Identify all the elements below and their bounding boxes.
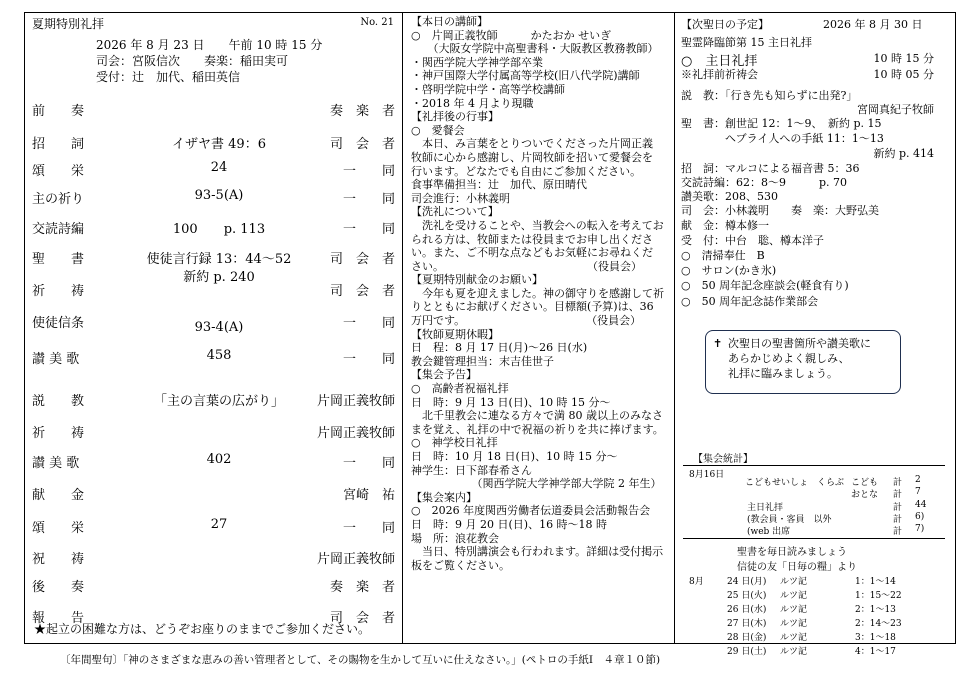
- divider: [683, 465, 945, 466]
- announcement-line: られる方は、牧師または役員までお申し出くださ: [411, 232, 653, 246]
- announcement-line: ・啓明学院中学・高等学校講師: [411, 82, 565, 96]
- order-item-content: 402: [206, 452, 232, 467]
- next-sunday-line: 讃美歌：208、530: [681, 190, 778, 203]
- announcement-line: 場 所：浪花教会: [411, 531, 499, 545]
- next-sunday-line: 招 詞：マルコによる福音書 5：36: [681, 162, 860, 175]
- announcement-line: 【集会予告】: [411, 368, 477, 382]
- attendance-date: 8月16日: [689, 470, 725, 480]
- announcement-line: 司会進行：小林義明: [411, 191, 510, 205]
- attendance-label: (web 出席: [747, 527, 791, 537]
- order-item: [24, 280, 403, 302]
- order-item: [24, 390, 403, 412]
- attendance-val: 7: [915, 487, 921, 497]
- announcement-line: 神学生：日下部春希さん: [411, 463, 532, 477]
- order-item-name: 讃 美 歌: [32, 352, 80, 367]
- announcement-line: い。また、ご不明な点などもお気軽にお尋ねくだ: [411, 246, 653, 260]
- reading-month: 8月: [689, 577, 704, 587]
- attendance-kei: 計: [893, 490, 903, 500]
- order-item-leader: 一 同: [342, 521, 395, 536]
- attendance-label: (教会員・客員 以外: [747, 515, 832, 525]
- order-item: [24, 312, 403, 334]
- order-item-name: 説 教: [32, 394, 85, 409]
- reading-date: 25 日(火): [727, 591, 767, 601]
- order-of-service-column: [24, 12, 403, 644]
- next-sunday-line: 聖 書：創世記 12：1～9、 新約 p. 15: [681, 117, 882, 130]
- attendance-val: 7): [915, 524, 925, 534]
- announcements-text: [411, 15, 673, 572]
- service-title: 夏期特別礼拝: [32, 17, 105, 31]
- reading-book: ルツ記: [780, 605, 808, 615]
- order-item-name: 主の祈り: [32, 192, 85, 207]
- order-item: [24, 133, 403, 155]
- issue-number: No. 21: [360, 17, 394, 28]
- reading-date: 26 日(水): [727, 605, 767, 615]
- announcement-line: まを覚え、礼拝の中で祝福の祈りを共に捧げます。: [411, 422, 664, 436]
- announcement-line: 【牧師夏期休暇】: [411, 327, 499, 341]
- order-item-content: 27: [210, 517, 228, 532]
- next-sunday-value: 新約 p. 414: [873, 147, 934, 160]
- attendance-kei: 計: [893, 478, 903, 488]
- announcement-line: ・関西学院大学神学部卒業: [411, 55, 543, 69]
- divider: [683, 538, 945, 539]
- next-sunday-line: ○ サロン(かき氷): [681, 264, 777, 277]
- order-item-leader: 奏 楽 者: [329, 580, 395, 595]
- announcement-line: さい。 （役員会）: [411, 259, 642, 273]
- order-item-name: 招 詞: [32, 137, 85, 152]
- order-item-content: 458: [206, 348, 232, 363]
- next-sunday-line: ○ 50 周年記念座談会(軽食有り): [681, 279, 849, 292]
- order-item-name: 聖 書: [32, 252, 85, 267]
- order-item: [24, 218, 403, 240]
- next-sunday-line: 聖霊降臨節第 15 主日礼拝: [681, 36, 812, 49]
- order-item: [24, 548, 403, 570]
- announcement-line: 【本日の講師】: [411, 15, 488, 28]
- reading-book: ルツ記: [780, 577, 808, 587]
- reading-book: ルツ記: [780, 633, 808, 643]
- order-item: [24, 160, 403, 182]
- announcement-line: 本日、み言葉をとりついでくださった片岡正義: [411, 137, 653, 151]
- attendance-kei: 計: [893, 527, 903, 537]
- order-item-leader: 司 会 者: [329, 611, 395, 626]
- announcement-line: ○ 片岡正義牧師 かたおか せいぎ: [411, 28, 612, 42]
- reading-verses: 3：1～18: [855, 633, 896, 643]
- order-item-content: 93-5(A): [194, 188, 244, 203]
- order-item-name: 献 金: [32, 488, 85, 503]
- service-date: 2026 年 8 月 23 日 午前 10 時 15 分: [96, 38, 323, 52]
- next-sunday-value: 宮岡真紀子牧師: [857, 103, 934, 116]
- order-item: [24, 517, 403, 539]
- announcement-line: 【礼拝後の行事】: [411, 110, 499, 124]
- reading-verses: 2：1～13: [855, 605, 896, 615]
- reading-date: 29 日(土): [727, 647, 767, 657]
- service-host: 司会：宮阪信次 奏楽：稲田実可: [96, 54, 289, 68]
- attendance-val: 6): [915, 512, 925, 522]
- next-sunday-line: ※礼拝前祈祷会: [681, 68, 758, 81]
- order-item-leader: 司 会 者: [329, 252, 395, 267]
- announcement-line: （関西学院大学神学部大学院 2 年生）: [411, 477, 662, 491]
- next-sunday-line: 説 教：「行き先も知らずに出発?」: [681, 89, 858, 102]
- announcement-line: ○ 愛餐会: [411, 123, 465, 137]
- order-item-content: 24: [210, 160, 228, 175]
- announcement-line: 当日、特別講演会も行われます。詳細は受付掲示: [411, 545, 664, 559]
- order-item-name: 頌 栄: [32, 521, 85, 536]
- attendance-label: 主日礼拝: [747, 503, 784, 513]
- announcement-line: ○ 神学校日礼拝: [411, 436, 498, 450]
- order-item-leader: 一 同: [342, 164, 395, 179]
- announcement-line: 日 時：9 月 13 日(日)、10 時 15 分～: [411, 395, 611, 409]
- reading-subheading: 信徒の友「日毎の糧」より: [737, 562, 857, 573]
- order-item: [24, 576, 403, 598]
- attendance-val: 44: [915, 500, 927, 510]
- announcement-line: 【夏期特別献金のお願い】: [411, 273, 543, 287]
- order-item-leader: 一 同: [342, 192, 395, 207]
- order-item-leader: 片岡正義牧師: [316, 426, 395, 441]
- announcements-column: [403, 12, 675, 644]
- order-item-leader: 奏 楽 者: [329, 104, 395, 119]
- reading-book: ルツ記: [780, 591, 808, 601]
- attendance-label: こどもせいしょ くらぶ: [745, 478, 845, 488]
- order-item: [24, 188, 403, 210]
- announcement-line: 牧師に心から感謝し、片岡牧師を招いて愛餐会を: [411, 150, 653, 164]
- attendance-val: 2: [915, 475, 921, 485]
- order-item: [24, 484, 403, 506]
- note-line: あらかじめよく親しみ、: [728, 352, 850, 365]
- announcement-line: 洗礼を受けることや、当教会への転入を考えてお: [411, 218, 664, 232]
- announcement-line: 北千里教会に連なる方々で満 80 歳以上のみなさ: [411, 409, 663, 423]
- reading-date: 27 日(木): [727, 619, 767, 629]
- order-item-name: 祝 祷: [32, 552, 85, 567]
- service-reception: 受付：辻 加代、稲田英信: [96, 70, 241, 84]
- order-item-name: 報 告: [32, 611, 85, 626]
- announcement-line: 日 程：8 月 17 日(月)～26 日(水): [411, 341, 588, 355]
- order-item-name: 前 奏: [32, 104, 85, 119]
- order-item-leader: 司 会 者: [329, 284, 395, 299]
- order-item-page: 新約 p. 240: [183, 270, 255, 285]
- announcement-line: （大阪女学院中高聖書科・大阪教区教務教師）: [411, 42, 659, 56]
- order-item-content: イザヤ書 49：6: [172, 137, 266, 152]
- reading-verses: 1：1～14: [855, 577, 896, 587]
- attendance-sub: こども: [851, 478, 879, 488]
- next-sunday-line: ○ 主日礼拝: [681, 54, 758, 69]
- order-item-name: 使徒信条: [32, 316, 85, 331]
- attendance-title: 【集会統計】: [693, 454, 753, 465]
- attendance-kei: 計: [893, 515, 903, 525]
- order-item-content: 「主の言葉の広がり」: [153, 394, 284, 409]
- order-item-content: 93-4(A): [194, 320, 244, 335]
- order-item: [24, 452, 403, 474]
- announcement-line: 日 時：9 月 20 日(日)、16 時～18 時: [411, 517, 608, 531]
- next-sunday-value: 10 時 05 分: [873, 68, 934, 81]
- attendance-kei: 計: [893, 503, 903, 513]
- next-sunday-line: 交読詩編：62：8～9 p. 70: [681, 176, 848, 189]
- next-sunday-line: 受 付：中台 聡、樽本洋子: [681, 234, 824, 247]
- next-sunday-line: 献 金：樽本修一: [681, 219, 769, 232]
- order-item: [24, 348, 403, 370]
- attendance-sub: おとな: [851, 490, 879, 500]
- announcement-line: ○ 高齢者祝福礼拝: [411, 382, 509, 396]
- next-sunday-date: 2026 年 8 月 30 日: [823, 18, 923, 31]
- announcement-line: 食事準備担当：辻 加代、原田晴代: [411, 178, 587, 192]
- order-item-leader: 宮崎 祐: [342, 488, 395, 503]
- order-item-name: 祈 祷: [32, 426, 85, 441]
- order-item-name: 祈 祷: [32, 284, 85, 299]
- reading-verses: 1：15～22: [855, 591, 902, 601]
- order-item-content: 使徒言行録 13：44～52: [146, 252, 292, 267]
- announcement-line: 教会鍵管理担当：末吉佳世子: [411, 354, 554, 368]
- order-item-name: 交読詩編: [32, 222, 85, 237]
- announcement-line: 日 時：10 月 18 日(日)、10 時 15 分～: [411, 450, 618, 463]
- order-item: [24, 248, 403, 285]
- note-line: 礼拝に臨みましょう。: [728, 367, 838, 380]
- announcement-line: ・2018 年 4 月より現職: [411, 96, 534, 110]
- next-sunday-value: 10 時 15 分: [873, 52, 934, 65]
- next-sunday-column: [675, 12, 956, 657]
- note-line: 次聖日の聖書箇所や讃美歌に: [728, 337, 871, 350]
- next-sunday-header: 【次聖日の予定】: [681, 18, 769, 31]
- order-item-name: 後 奏: [32, 580, 85, 595]
- announcement-line: 板をご覧ください。: [411, 558, 510, 572]
- next-sunday-line: ヘブライ人への手紙 11：1～13: [681, 132, 884, 145]
- order-item: [24, 422, 403, 444]
- order-item-leader: 一 同: [342, 352, 395, 367]
- standing-notice: ★起立の困難な方は、どうぞお座りのままでご参加ください。: [34, 622, 371, 636]
- order-item-name: 讃 美 歌: [32, 456, 80, 471]
- next-sunday-line: ○ 清掃奉仕 B: [681, 249, 765, 262]
- cross-icon: ✝: [713, 337, 723, 350]
- next-sunday-line: 司 会：小林義明 奏 楽：大野弘美: [681, 204, 879, 217]
- announcement-line: ・神戸国際大学付属高等学校(旧八代学院)講師: [411, 69, 640, 83]
- reading-heading: 聖書を毎日読みましょう: [737, 547, 847, 558]
- reading-date: 24 日(月): [727, 577, 767, 587]
- next-sunday-line: ○ 50 周年記念誌作業部会: [681, 295, 819, 308]
- reading-book: ルツ記: [780, 619, 808, 629]
- annual-verse: 〔年間聖句〕「神のさまざまな恵みの善い管理者として、その賜物を生かして互いに仕えなさい。」(ペトロの手紙Ⅰ ４章１０節): [60, 654, 661, 666]
- preparation-note: [705, 330, 901, 394]
- order-item-leader: 片岡正義牧師: [316, 394, 395, 409]
- order-item-leader: 一 同: [342, 456, 395, 471]
- order-item: [24, 100, 403, 122]
- order-item-leader: 片岡正義牧師: [316, 552, 395, 567]
- announcement-line: 【集会案内】: [411, 490, 477, 504]
- order-item-name: 頌 栄: [32, 164, 85, 179]
- announcement-line: 今年も夏を迎えました。神の御守りを感謝して祈: [411, 286, 664, 300]
- announcement-line: 行います。どなたでも自由にご参加ください。: [411, 164, 642, 178]
- reading-book: ルツ記: [780, 647, 808, 657]
- reading-date: 28 日(金): [727, 633, 767, 643]
- order-item-content: 100 p. 113: [172, 222, 266, 237]
- order-item-leader: 一 同: [342, 222, 395, 237]
- reading-verses: 4：1～17: [855, 647, 896, 657]
- announcement-line: りとともにお献げください。目標額(予算)は、36: [411, 300, 654, 314]
- order-item-leader: 司 会 者: [329, 137, 395, 152]
- announcement-line: ○ 2026 年度関西労働者伝道委員会活動報告会: [411, 504, 651, 518]
- reading-verses: 2：14～23: [855, 619, 902, 629]
- announcement-line: 万円です。 （役員会）: [411, 314, 642, 328]
- announcement-line: 【洗礼について】: [411, 205, 499, 219]
- order-item-leader: 一 同: [342, 316, 395, 331]
